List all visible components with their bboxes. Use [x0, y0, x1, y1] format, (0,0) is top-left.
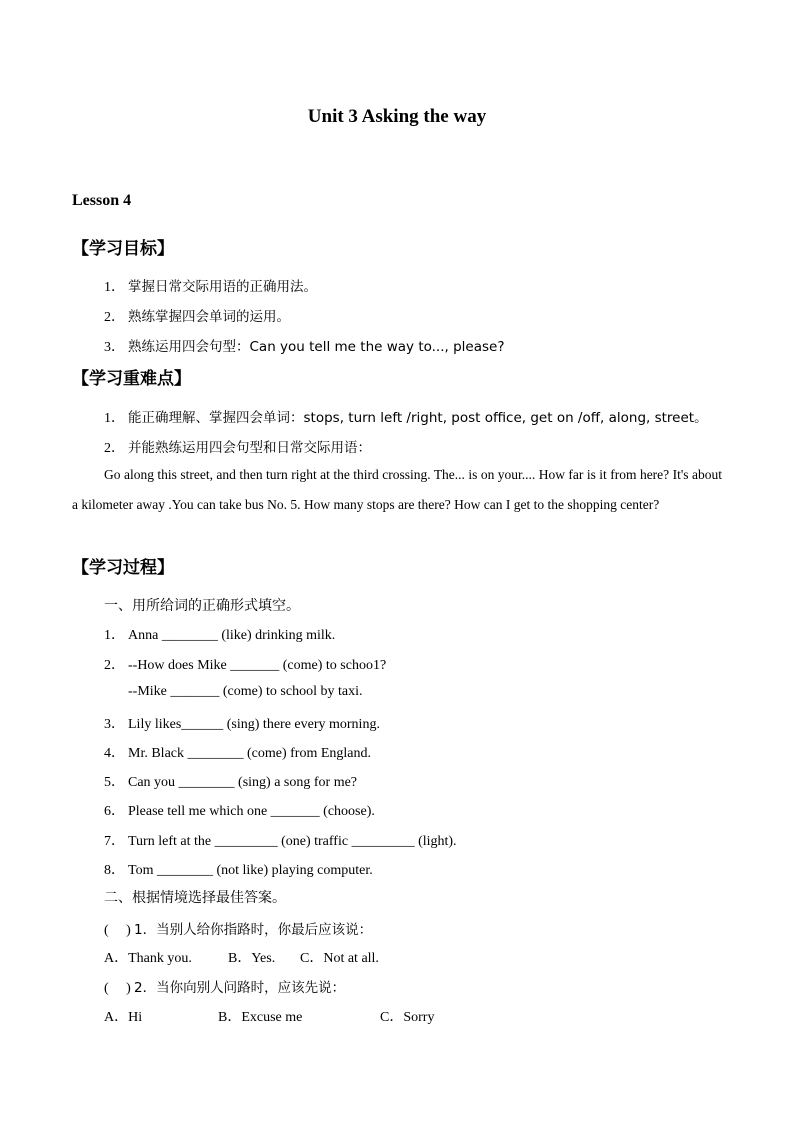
goal-item: 2． 熟练掌握四会单词的运用。 [104, 309, 290, 325]
choice-question: ( ) 2．当你向别人问路时，应该先说： [104, 980, 346, 996]
lesson-label: Lesson 4 [72, 192, 132, 209]
goal-item: 1． 掌握日常交际用语的正确用法。 [104, 279, 317, 295]
exercise-item: 1． Anna ________ (like) drinking milk. [104, 628, 336, 643]
exercise-item: 4． Mr. Black ________ (come) from England. [104, 746, 372, 761]
exercise-item: 5． Can you ________ (sing) a song for me? [104, 775, 358, 790]
choice-option: A．Hi [104, 1010, 143, 1025]
choice-question: ( ) 1．当别人给你指路时，你最后应该说： [104, 922, 373, 938]
exercise-item: 7． Turn left at the _________ (one) traffic _________ (light). [104, 834, 457, 849]
choice-option: A．Thank you. [104, 951, 192, 966]
keypoints-heading: 【学习重难点】 [72, 369, 191, 389]
choice-option: C．Not at all. [300, 951, 379, 966]
choice-option: C．Sorry [380, 1010, 435, 1025]
exercise-item: 6． Please tell me which one _______ (choose). [104, 804, 375, 819]
goal-item: 3． 熟练运用四会句型：Can you tell me the way to..., please? [104, 339, 505, 355]
goals-heading: 【学习目标】 [72, 239, 174, 259]
exercise-item: 8． Tom ________ (not like) playing computer. [104, 863, 373, 878]
exercise-item: 3． Lily likes______ (sing) there every morning. [104, 717, 380, 732]
choice-option: B．Yes. [228, 951, 276, 966]
keypoint-item: 2． 并能熟练运用四会句型和日常交际用语： [104, 440, 371, 456]
exercise-item: --Mike _______ (come) to school by taxi. [128, 684, 363, 699]
page-title: Unit 3 Asking the way [307, 106, 487, 127]
exercise-item: 2． --How does Mike _______ (come) to schoo1? [104, 658, 387, 673]
keypoints-paragraph: Go along this street, and then turn right at the third crossing. The... is on your.... How far is it from here? It's about a kilometer away .You can take bus No. 5. How many stops are there? How can I get to the shopping center? [72, 467, 722, 512]
part1-heading: 一、用所给词的正确形式填空。 [104, 598, 300, 614]
process-heading: 【学习过程】 [72, 558, 174, 578]
choice-option: B．Excuse me [218, 1010, 303, 1025]
part2-heading: 二、根据情境选择最佳答案。 [104, 890, 286, 906]
keypoint-item: 1． 能正确理解、掌握四会单词：stops, turn left /right, post office, get on /off, along, street。 [104, 410, 708, 426]
